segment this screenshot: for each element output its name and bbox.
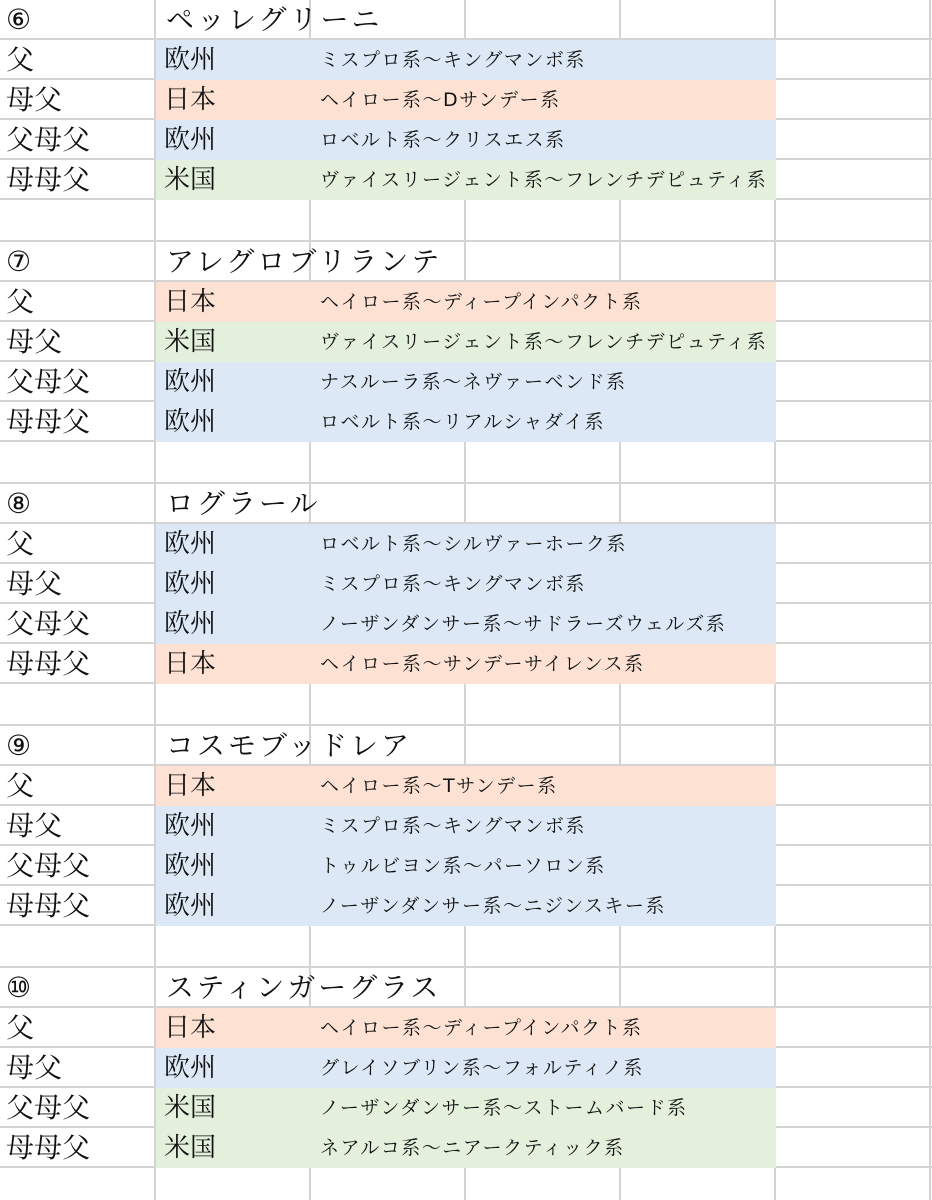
sire-line: ミスプロ系〜キングマンボ系	[320, 815, 586, 837]
region-label: 欧州	[164, 569, 217, 599]
ancestor-role: 母父	[6, 567, 63, 600]
pedigree-row	[0, 766, 932, 806]
ancestor-role: 母母父	[6, 163, 91, 196]
sire-line: ナスルーラ系〜ネヴァーベンド系	[320, 371, 627, 393]
pedigree-row	[0, 160, 932, 200]
horse-block	[0, 200, 932, 442]
region-label: 米国	[164, 327, 217, 357]
spacer-row	[0, 200, 932, 242]
pedigree-row	[0, 524, 932, 564]
pedigree-row	[0, 40, 932, 80]
region-label: 日本	[164, 771, 217, 801]
region-label: 欧州	[164, 529, 217, 559]
pedigree-row	[0, 1088, 932, 1128]
horse-name: スティンガーグラス	[166, 971, 442, 1004]
sire-line: ヴァイスリージェント系〜フレンチデピュティ系	[320, 331, 768, 353]
ancestor-role: 父母父	[6, 365, 91, 398]
sire-line: ヘイロー系〜Dサンデー系	[320, 89, 561, 111]
ancestor-role: 父	[6, 1011, 35, 1044]
sire-line: ミスプロ系〜キングマンボ系	[320, 49, 586, 71]
ancestor-role: 母母父	[6, 647, 91, 680]
horse-header-row	[0, 0, 932, 40]
ancestor-role: 母父	[6, 83, 63, 116]
pedigree-row	[0, 80, 932, 120]
sire-line: ヘイロー系〜サンデーサイレンス系	[320, 653, 645, 675]
horse-number: ⑥	[6, 3, 32, 36]
horse-number: ⑦	[6, 245, 32, 278]
ancestor-role: 父	[6, 527, 35, 560]
region-label: 米国	[164, 1093, 217, 1123]
pedigree-row	[0, 1128, 932, 1168]
horse-name: アレグロブリランテ	[166, 245, 443, 278]
region-label: 欧州	[164, 609, 217, 639]
pedigree-row	[0, 282, 932, 322]
horse-name: コスモブッドレア	[166, 729, 413, 762]
sire-line: ノーザンダンサー系〜サドラーズウェルズ系	[320, 613, 727, 635]
region-label: 欧州	[164, 125, 217, 155]
pedigree-row	[0, 564, 932, 604]
sire-line: ノーザンダンサー系〜ストームバード系	[320, 1097, 688, 1119]
region-label: 米国	[164, 165, 217, 195]
pedigree-row	[0, 886, 932, 926]
ancestor-role: 父母父	[6, 1091, 91, 1124]
ancestor-role: 父母父	[6, 849, 91, 882]
horse-block	[0, 926, 932, 1168]
pedigree-row	[0, 322, 932, 362]
horse-block	[0, 0, 932, 200]
spacer-row	[0, 926, 932, 968]
pedigree-row	[0, 806, 932, 846]
sire-line: ミスプロ系〜キングマンボ系	[320, 573, 586, 595]
region-label: 欧州	[164, 45, 217, 75]
ancestor-role: 母母父	[6, 405, 91, 438]
ancestor-role: 母父	[6, 325, 63, 358]
spacer-row	[0, 684, 932, 726]
ancestor-role: 父	[6, 285, 35, 318]
sire-line: ロベルト系〜クリスエス系	[320, 129, 566, 151]
sire-line: グレイソブリン系〜フォルティノ系	[320, 1057, 644, 1079]
region-label: 欧州	[164, 851, 217, 881]
sire-line: ロベルト系〜リアルシャダイ系	[320, 411, 606, 433]
sire-line: ヴァイスリージェント系〜フレンチデピュティ系	[320, 169, 768, 191]
pedigree-row	[0, 402, 932, 442]
sire-line: ノーザンダンサー系〜ニジンスキー系	[320, 895, 666, 917]
horse-name: ペッレグリーニ	[166, 3, 383, 36]
region-label: 日本	[164, 85, 217, 115]
region-label: 欧州	[164, 367, 217, 397]
ancestor-role: 父母父	[6, 607, 91, 640]
sire-line: ロベルト系〜シルヴァーホーク系	[320, 533, 627, 555]
ancestor-role: 母母父	[6, 889, 91, 922]
horse-number: ⑧	[6, 487, 32, 520]
region-label: 米国	[164, 1133, 217, 1163]
horse-header-row	[0, 968, 932, 1008]
pedigree-row	[0, 1048, 932, 1088]
horse-header-row	[0, 726, 932, 766]
sire-line: ヘイロー系〜ディープインパクト系	[320, 1017, 643, 1039]
ancestor-role: 父	[6, 769, 35, 802]
horse-block	[0, 684, 932, 926]
region-label: 日本	[164, 1013, 217, 1043]
horse-header-row	[0, 242, 932, 282]
horse-name: ログラール	[166, 487, 321, 520]
pedigree-row	[0, 1008, 932, 1048]
sire-line: ヘイロー系〜Tサンデー系	[320, 775, 558, 797]
region-label: 日本	[164, 649, 217, 679]
ancestor-role: 母父	[6, 809, 63, 842]
ancestor-role: 父母父	[6, 123, 91, 156]
pedigree-row	[0, 846, 932, 886]
ancestor-role: 母母父	[6, 1131, 91, 1164]
pedigree-row	[0, 120, 932, 160]
horse-number: ⑩	[6, 971, 32, 1004]
horse-header-row	[0, 484, 932, 524]
spacer-row	[0, 442, 932, 484]
horse-block	[0, 442, 932, 684]
horse-number: ⑨	[6, 729, 32, 762]
sire-line: トゥルビヨン系〜パーソロン系	[320, 855, 606, 877]
region-label: 日本	[164, 287, 217, 317]
sire-line: ヘイロー系〜ディープインパクト系	[320, 291, 643, 313]
ancestor-role: 母父	[6, 1051, 63, 1084]
pedigree-row	[0, 604, 932, 644]
region-label: 欧州	[164, 407, 217, 437]
region-label: 欧州	[164, 1053, 217, 1083]
region-label: 欧州	[164, 811, 217, 841]
sire-line: ネアルコ系〜ニアークティック系	[320, 1137, 625, 1159]
ancestor-role: 父	[6, 43, 35, 76]
pedigree-row	[0, 644, 932, 684]
pedigree-row	[0, 362, 932, 402]
region-label: 欧州	[164, 891, 217, 921]
